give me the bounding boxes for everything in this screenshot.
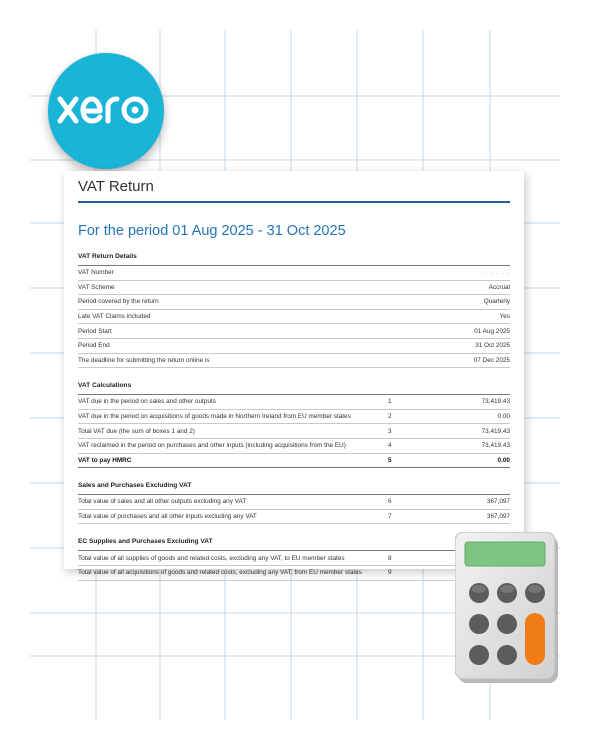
table-row — [78, 566, 510, 581]
row-label: Total value of all acquisitions of goods and related costs, excluding any VAT, from EU member states — [78, 569, 362, 577]
table-row — [78, 410, 510, 425]
row-label: Period End — [78, 342, 110, 350]
row-label: VAT due in the period on sales and other outputs — [78, 398, 216, 406]
row-label: VAT Scheme — [78, 283, 115, 291]
row-value: 0.00 — [497, 456, 510, 464]
row-label: Period covered by the return — [78, 298, 159, 306]
row-value: 73,419.43 — [481, 427, 510, 435]
row-label: Period Start — [78, 327, 112, 335]
xero-logo — [48, 53, 164, 169]
calculator-orange-key — [525, 613, 545, 665]
box-number: 1 — [388, 398, 392, 406]
period-heading: For the period 01 Aug 2025 - 31 Oct 2025 — [78, 223, 346, 239]
row-value: Accrual — [488, 283, 510, 291]
box-number: 2 — [388, 413, 392, 421]
section-heading: Sales and Purchases Excluding VAT — [78, 482, 510, 495]
row-label: Total value of sales and all other outputs excluding any VAT — [78, 498, 247, 506]
table-row — [78, 424, 510, 439]
row-value: 73,419.43 — [481, 398, 510, 406]
table-row — [78, 310, 510, 325]
table-row — [78, 495, 510, 510]
box-number: 8 — [388, 554, 392, 562]
table-row — [78, 354, 510, 369]
table-row — [78, 551, 510, 566]
row-label: VAT Number — [78, 269, 114, 277]
section-heading: EC Supplies and Purchases Excluding VAT — [78, 538, 510, 551]
calculator-icon — [455, 532, 559, 684]
row-value: 367,097 — [486, 513, 510, 521]
ec-supplies-section — [78, 538, 510, 580]
calculations-section — [78, 382, 510, 468]
box-number: 3 — [388, 427, 392, 435]
title-rule — [78, 201, 510, 203]
xero-wordmark — [56, 91, 156, 131]
details-section — [78, 253, 510, 368]
row-value: Yes — [499, 313, 510, 321]
row-label: Total VAT due (the sum of boxes 1 and 2) — [78, 427, 195, 435]
table-row — [78, 281, 510, 296]
section-heading: VAT Return Details — [78, 253, 510, 266]
row-label: VAT reclaimed in the period on purchases and other inputs (including acquisitions from the EU) — [78, 442, 346, 450]
row-value: 01 Aug 2025 — [474, 327, 510, 335]
box-number: 9 — [388, 569, 392, 577]
table-row — [78, 295, 510, 310]
row-label: VAT to pay HMRC — [78, 456, 132, 464]
box-number: 5 — [388, 456, 392, 464]
box-number: 6 — [388, 498, 392, 506]
row-label: Late VAT Claims included — [78, 313, 151, 321]
table-row — [78, 395, 510, 410]
row-value: 31 Oct 2025 — [475, 342, 510, 350]
row-value: . . . . . — [485, 269, 510, 277]
row-label: The deadline for submitting the return online is — [78, 356, 210, 364]
row-label: Total value of all supplies of goods and related costs, excluding any VAT, to EU member states — [78, 554, 345, 562]
table-row — [78, 510, 510, 525]
row-label: VAT due in the period on acquisitions of goods made in Northern Ireland from EU member states — [78, 413, 351, 421]
calculator-display — [465, 542, 545, 566]
table-row — [78, 339, 510, 354]
row-label: Total value of purchases and all other inputs excluding any VAT — [78, 513, 257, 521]
section-heading: VAT Calculations — [78, 382, 510, 395]
document-title: VAT Return — [78, 178, 154, 195]
row-value: 73,419.43 — [481, 442, 510, 450]
row-value: Quarterly — [483, 298, 510, 306]
row-value: 07 Dec 2025 — [473, 356, 510, 364]
sales-purchases-section — [78, 482, 510, 524]
box-number: 7 — [388, 513, 392, 521]
table-row — [78, 266, 510, 281]
table-row — [78, 324, 510, 339]
vat-return-document — [64, 171, 524, 577]
row-value: 367,097 — [486, 498, 510, 506]
row-value: 0.00 — [497, 413, 510, 421]
box-number: 4 — [388, 442, 392, 450]
table-row — [78, 439, 510, 454]
table-row-total — [78, 454, 510, 469]
